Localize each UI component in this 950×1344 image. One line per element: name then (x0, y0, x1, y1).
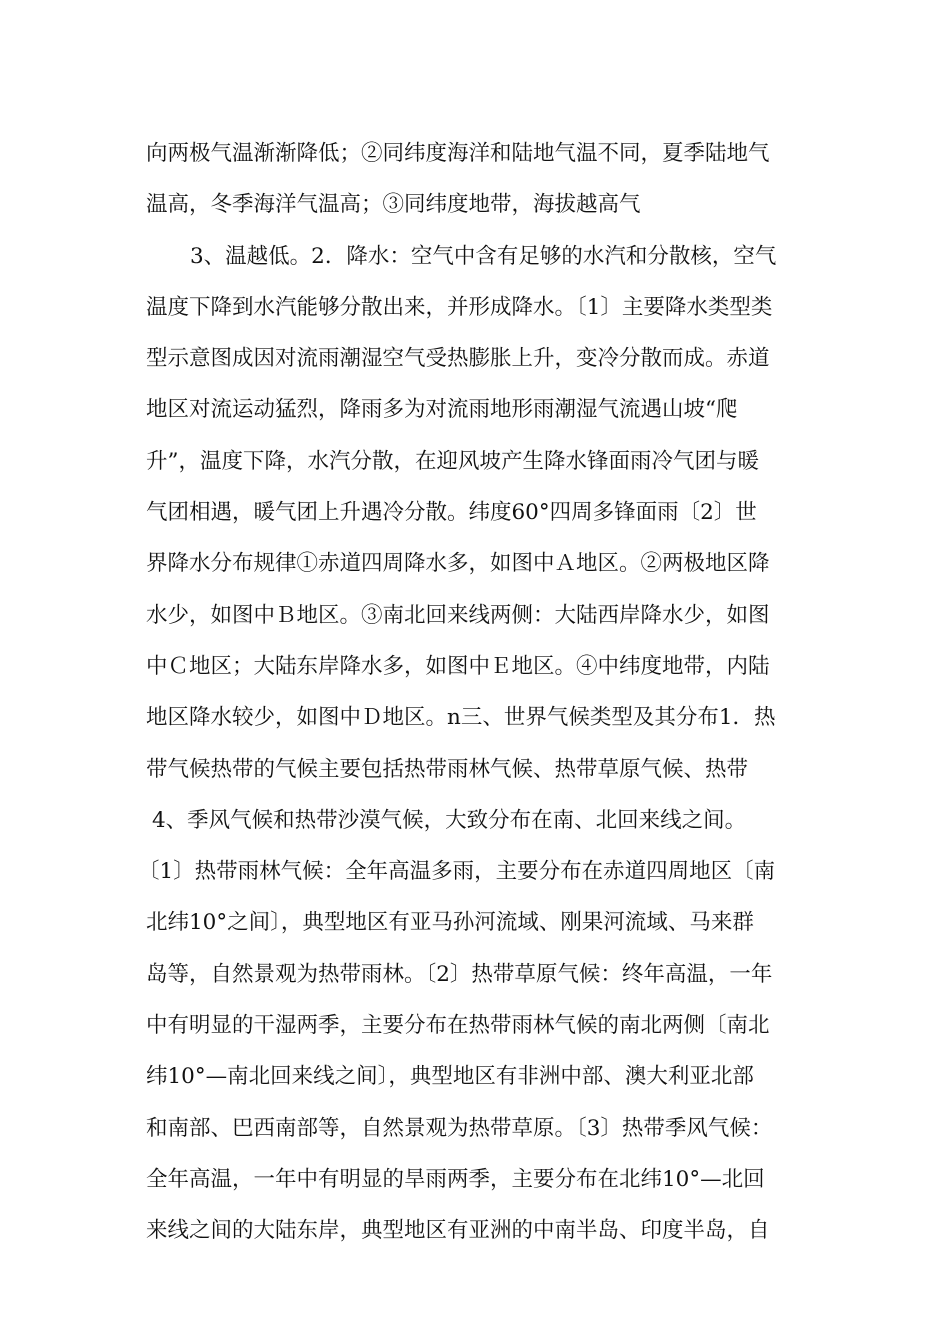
text-line: 界降水分布规律①赤道四周降水多，如图中Ａ地区。②两极地区降 (146, 551, 770, 577)
text-line: 带气候热带的气候主要包括热带雨林气候、热带草原气候、热带 (146, 756, 749, 782)
text-line: 温高，冬季海洋气温高；③同纬度地带，海拔越高气 (146, 192, 641, 218)
body-text (138, 134, 826, 1263)
text-line: 中有明显的干湿两季，主要分布在热带雨林气候的南北两侧〔南北 (146, 1013, 770, 1039)
text-line: 纬10°—南北回来线之间〕，典型地区有非洲中部、澳大利亚北部 (146, 1064, 754, 1090)
text-line: 〔1〕热带雨林气候：全年高温多雨，主要分布在赤道四周地区〔南 (138, 859, 776, 885)
text-line: 型示意图成因对流雨潮湿空气受热膨胀上升，变冷分散而成。赤道 (146, 346, 770, 372)
text-line: 来线之间的大陆东岸，典型地区有亚洲的中南半岛、印度半岛，自 (146, 1218, 770, 1244)
text-line: 3、温越低。2．降水：空气中含有足够的水汽和分散核，空气 (190, 243, 777, 269)
text-line: 水少，如图中Ｂ地区。③南北回来线两侧：大陆西岸降水少，如图 (146, 602, 770, 628)
text-line: 中Ｃ地区；大陆东岸降水多，如图中Ｅ地区。④中纬度地带，内陆 (146, 653, 770, 679)
text-line: 地区对流运动猛烈，降雨多为对流雨地形雨潮湿气流遇山坡“爬 (146, 397, 738, 423)
text-line: 岛等，自然景观为热带雨林。〔2〕热带草原气候：终年高温，一年 (146, 961, 773, 987)
text-line: 向两极气温渐渐降低；②同纬度海洋和陆地气温不同，夏季陆地气 (146, 141, 770, 166)
text-line: 全年高温，一年中有明显的旱雨两季，主要分布在北纬10°—北回 (146, 1166, 765, 1192)
text-line: 4、季风气候和热带沙漠气候，大致分布在南、北回来线之间。 (152, 807, 747, 833)
text-line: 和南部、巴西南部等，自然景观为热带草原。〔3〕热带季风气候： (146, 1115, 773, 1141)
text-line: 地区降水较少，如图中Ｄ地区。n三、世界气候类型及其分布1．热 (146, 705, 776, 731)
text-line: 温度下降到水汽能够分散出来，并形成降水。〔1〕主要降水类型类 (146, 294, 773, 320)
text-line: 北纬10°之间〕，典型地区有亚马孙河流域、刚果河流域、马来群 (146, 910, 754, 936)
text-line: 气团相遇，暖气团上升遇冷分散。纬度60°四周多锋面雨〔2〕世 (146, 500, 757, 526)
text-line: 升”，温度下降，水汽分散，在迎风坡产生降水锋面雨冷气团与暖 (146, 448, 759, 474)
